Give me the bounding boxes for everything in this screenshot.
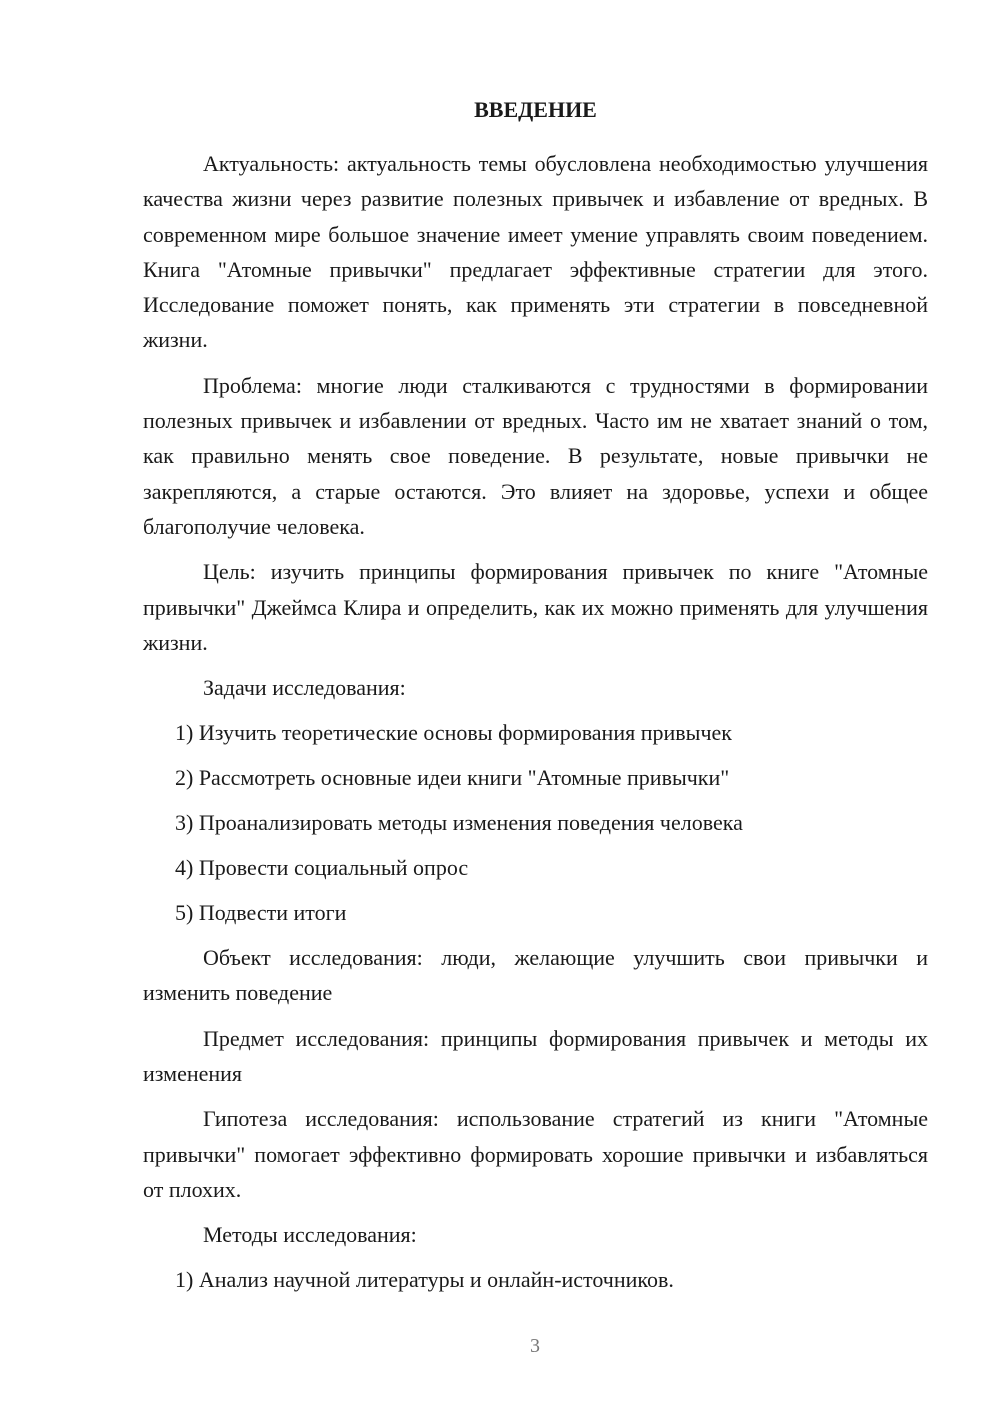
tasks-heading: Задачи исследования: bbox=[203, 675, 406, 701]
hypothesis-paragraph: Гипотеза исследования: использование стратегий из книги "Атомные привычки" помогает эффективно формировать хорошие привычки и избавляться от плохих. bbox=[143, 1106, 928, 1202]
task-item-4: 4) Провести социальный опрос bbox=[175, 855, 469, 881]
task-item-1: 1) Изучить теоретические основы формирования привычек bbox=[175, 720, 732, 746]
section-heading: ВВЕДЕНИЕ bbox=[474, 97, 597, 122]
goal-paragraph: Цель: изучить принципы формирования привычек по книге "Атомные привычки" Джеймса Клира и определить, как их можно применять для улучшения жизни. bbox=[143, 559, 928, 655]
page-number: 3 bbox=[530, 1335, 540, 1357]
problem-paragraph: Проблема: многие люди сталкиваются с трудностями в формировании полезных привычек и избавлении от вредных. Часто им не хватает знаний о том, как правильно менять свое поведение. В результате, новые привычки не закрепляются, а старые остаются. Это влияет на здоровье, успехи и общее благополучие человека. bbox=[143, 372, 928, 539]
task-item-5: 5) Подвести итоги bbox=[175, 900, 347, 926]
task-item-2: 2) Рассмотреть основные идеи книги "Атомные привычки" bbox=[175, 765, 730, 791]
subject-paragraph: Предмет исследования: принципы формирования привычек и методы их изменения bbox=[143, 1025, 928, 1087]
document-page bbox=[143, 96, 928, 1307]
methods-heading: Методы исследования: bbox=[203, 1222, 417, 1248]
relevance-paragraph: Актуальность: актуальность темы обусловлена необходимостью улучшения качества жизни через развитие полезных привычек и избавление от вредных. В современном мире большое значение имеет умение управлять своим поведением. Книга "Атомные привычки" предлагает эффективные стратегии для этого. Исследование поможет понять, как применять эти стратегии в повседневной жизни. bbox=[143, 151, 928, 353]
method-item-1: 1) Анализ научной литературы и онлайн-источников. bbox=[175, 1267, 674, 1293]
object-paragraph: Объект исследования: люди, желающие улучшить свои привычки и изменить поведение bbox=[143, 945, 928, 1006]
task-item-3: 3) Проанализировать методы изменения поведения человека bbox=[175, 810, 743, 836]
